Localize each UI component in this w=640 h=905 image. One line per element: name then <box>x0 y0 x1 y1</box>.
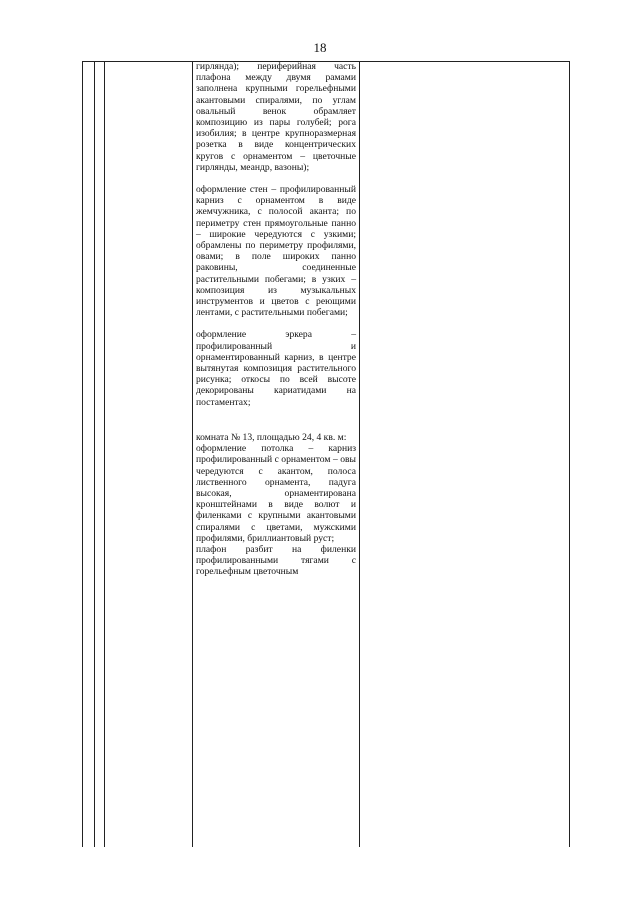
paragraph-ceiling-13: оформление потолка – карниз профилированный с орнаментом – овы чередуются с акантом, полоса лиственного орнамента, падуга высокая, орнаментирована кронштейнами в виде волют и филенками с крупными акантовыми спиралями с цветами, мужскими профилями, бриллиантовый руст; <box>196 443 356 544</box>
paragraph-bay-window: оформление эркера – профилированный и орнаментированный карниз, в центре вытянутая композиция растительного рисунка; откосы по всей высоте декорированы кариатидами на постаментах; <box>196 329 356 408</box>
paragraph-walls: оформление стен – профилированный карниз с орнаментом в виде жемчужника, с полосой аканта; по периметру стен прямоугольные панно – широкие чередуются с узкими; обрамлены по периметру профилями, овами; в поле широких панно раковины, соединенные растительными побегами; в узких – композиция из музыкальных инструментов и цветов с реющими лентами, с растительными побегами; <box>196 184 356 319</box>
paragraph-ceiling-continued: гирлянда); периферийная часть плафона между двумя рамами заполнена крупными горельефными акантовыми спиралями, по углам овальный венок обрамляет композицию из пары голубей; рога изобилия; в центре крупноразмерная розетка в виде концентрических кругов с орнаментом – цветочные гирлянды, меандр, вазоны); <box>196 61 356 173</box>
column-divider-1 <box>94 61 95 847</box>
table-right-border <box>569 61 570 847</box>
column-divider-2 <box>104 61 105 847</box>
document-table <box>82 61 570 847</box>
description-cell <box>196 61 356 578</box>
column-divider-3 <box>192 61 193 847</box>
paragraph-plafond: плафон разбит на филенки профилированными тягами с горельефным цветочным <box>196 543 356 578</box>
table-left-border <box>82 61 83 847</box>
paragraph-room-13: комната № 13, площадью 24, 4 кв. м: <box>196 431 347 443</box>
column-divider-4 <box>359 61 360 847</box>
page-number: 18 <box>313 40 327 55</box>
